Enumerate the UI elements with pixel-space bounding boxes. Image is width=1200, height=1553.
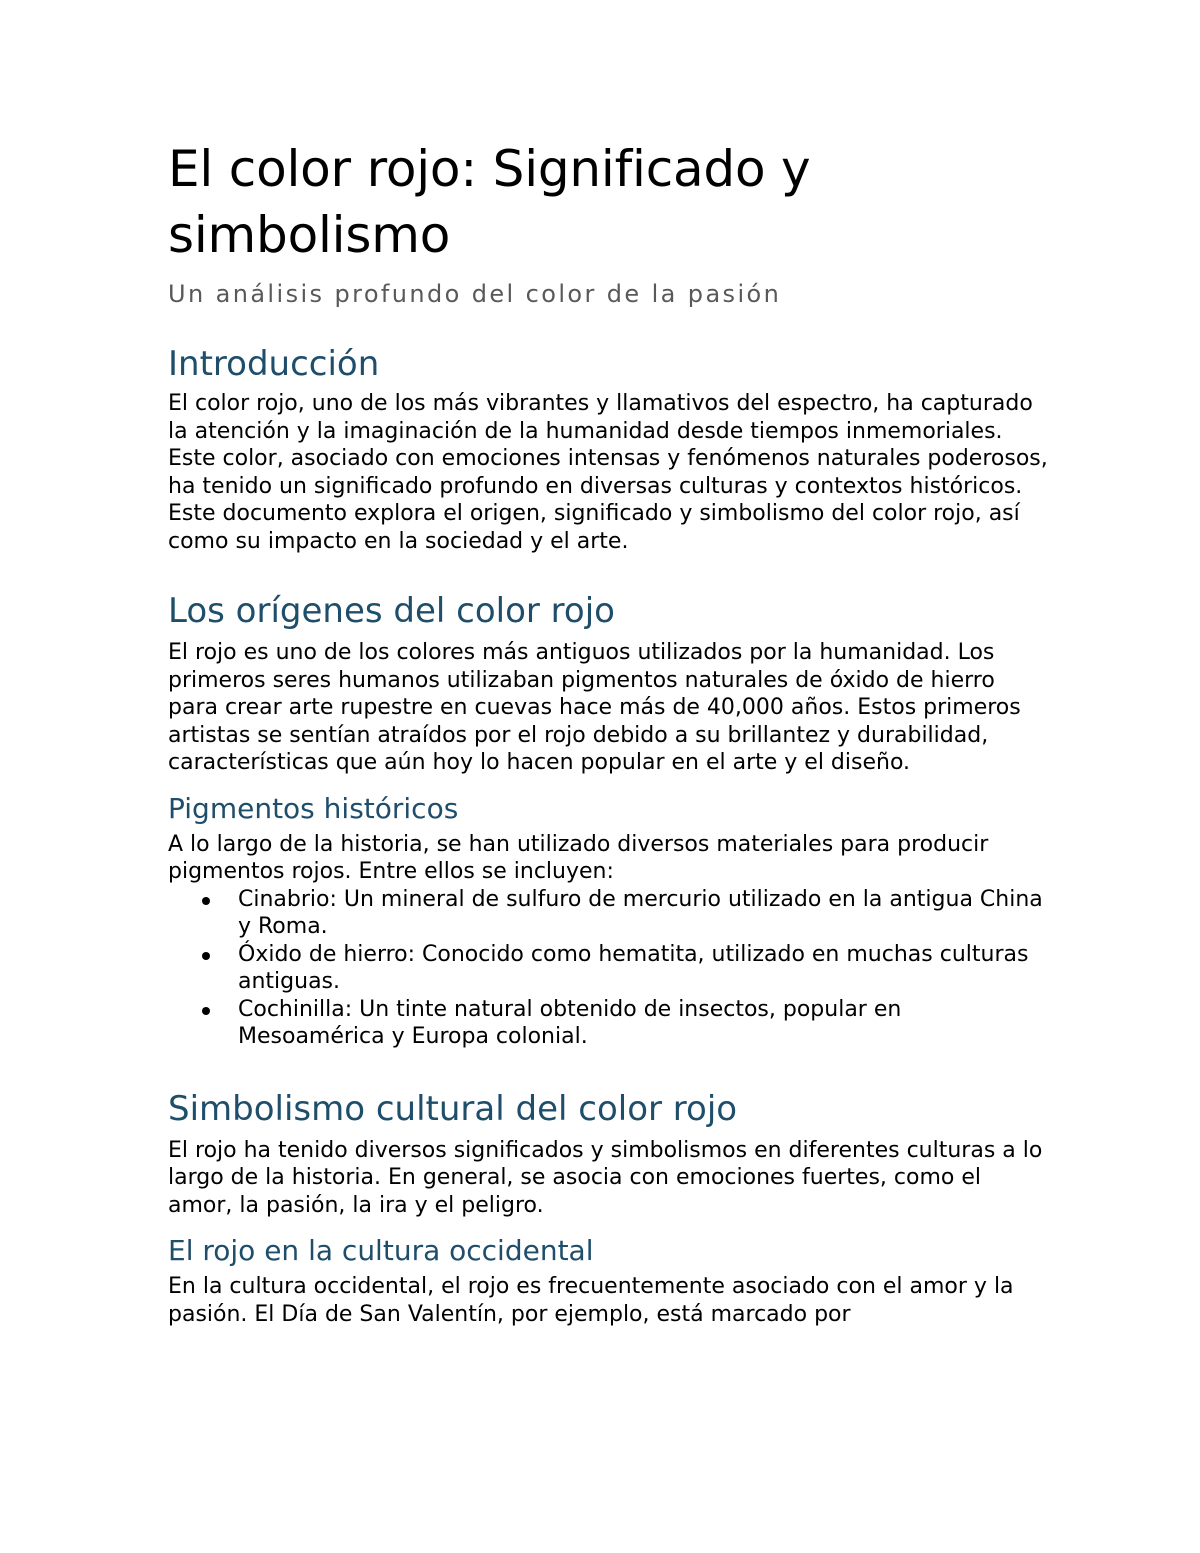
list-item-text: Cinabrio: Un mineral de sulfuro de mercurio utilizado en la antigua China y Roma. [238,886,1043,939]
document-title: El color rojo: Significado y simbolismo [168,140,811,264]
pigments-paragraph: A lo largo de la historia, se han utilizado diversos materiales para producir pigmentos rojos. Entre ellos se incluyen: [168,831,989,884]
document-subtitle: Un análisis profundo del color de la pasión [168,280,782,308]
heading-simbolismo-cultural: Simbolismo cultural del color rojo [168,1088,738,1129]
bullet-icon [202,952,210,960]
heading-introduccion: Introducción [168,344,380,384]
heading-pigmentos-historicos: Pigmentos históricos [168,791,459,825]
bullet-icon [202,1007,210,1015]
heading-origenes: Los orígenes del color rojo [168,591,615,631]
list-item-text: Óxido de hierro: Conocido como hematita, utilizado en muchas culturas antiguas. [238,941,1029,994]
list-item-text: Cochinilla: Un tinte natural obtenido de insectos, popular en Mesoamérica y Europa colonial. [238,996,902,1049]
intro-paragraph: El color rojo, uno de los más vibrantes y llamativos del espectro, ha capturado la atención y la imaginación de la humanidad desde tiempos inmemoriales. Este color, asociado con emociones intensas y fenómenos naturales poderosos, ha tenido un significado profundo en diversas culturas y contextos históricos. Este documento explora el origen, significado y simbolismo del color rojo, así como su impacto en la sociedad y el arte. [168,391,1048,554]
origins-paragraph: El rojo es uno de los colores más antiguos utilizados por la humanidad. Los primeros seres humanos utilizaban pigmentos naturales de óxido de hierro para crear arte rupestre en cuevas hace más de 40,000 años. Estos primeros artistas se sentían atraídos por el rojo debido a su brillantez y durabilidad, características que aún hoy lo hacen popular en el arte y el diseño. [168,640,1021,775]
western-paragraph: En la cultura occidental, el rojo es frecuentemente asociado con el amor y la pasión. El Día de San Valentín, por ejemplo, está marcado por [168,1274,1014,1327]
list-item [238,941,1048,996]
pigments-list [168,886,1048,1051]
list-item [238,996,1048,1051]
symbolism-paragraph: El rojo ha tenido diversos significados y simbolismos en diferentes culturas a lo largo de la historia. En general, se asocia con emociones fuertes, como el amor, la pasión, la ira y el peligro. [168,1137,1043,1218]
bullet-icon [202,897,210,905]
heading-cultura-occidental: El rojo en la cultura occidental [168,1234,594,1267]
list-item [238,886,1048,941]
document-page [168,136,1048,1328]
